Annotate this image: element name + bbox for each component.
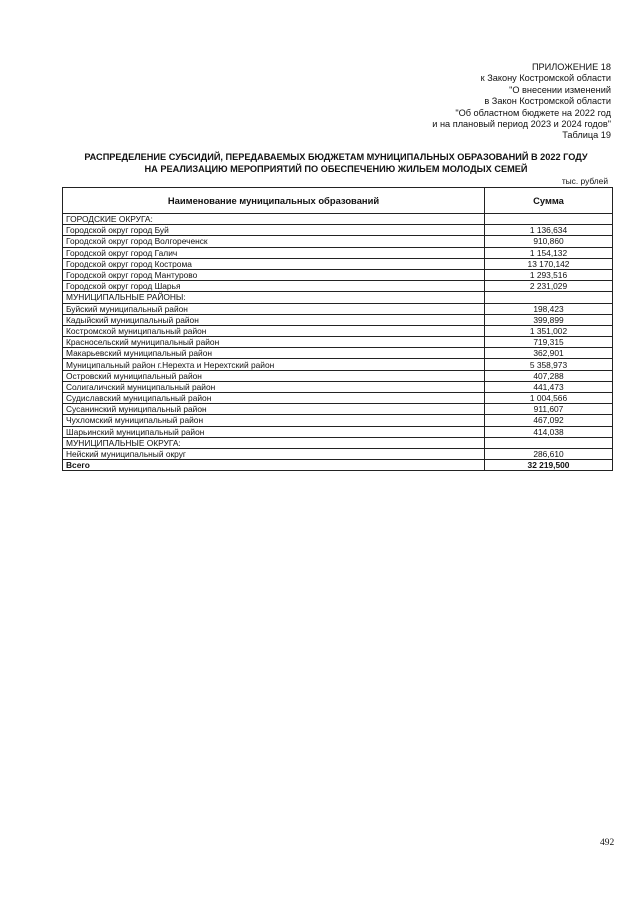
row-name: Кадыйский муниципальный район (63, 314, 485, 325)
appendix-line: "Об областном бюджете на 2022 год (455, 107, 611, 118)
row-amount: 286,610 (485, 448, 613, 459)
row-amount: 198,423 (485, 303, 613, 314)
table-row (63, 381, 613, 392)
row-name: Буйский муниципальный район (63, 303, 485, 314)
header-name: Наименование муниципальных образований (63, 188, 485, 214)
row-amount: 1 136,634 (485, 225, 613, 236)
table-row (63, 370, 613, 381)
table-row (63, 269, 613, 280)
row-name: МУНИЦИПАЛЬНЫЕ РАЙОНЫ: (63, 292, 485, 303)
units-label: тыс. рублей (561, 176, 608, 186)
title-line-2: НА РЕАЛИЗАЦИЮ МЕРОПРИЯТИЙ ПО ОБЕСПЕЧЕНИЮ ЖИЛЬЕМ МОЛОДЫХ СЕМЕЙ (144, 163, 528, 174)
row-name: Шарьинский муниципальный район (63, 426, 485, 437)
header-amount: Сумма (485, 188, 613, 214)
row-amount: 1 154,132 (485, 247, 613, 258)
row-name: Городской округ город Шарья (63, 281, 485, 292)
appendix-line: "О внесении изменений (509, 84, 611, 95)
row-amount: 719,315 (485, 337, 613, 348)
page-number: 492 (600, 838, 615, 848)
row-name: Чухломский муниципальный район (63, 415, 485, 426)
table-row (63, 225, 613, 236)
table-row (63, 393, 613, 404)
row-amount: 1 293,516 (485, 269, 613, 280)
subsidy-table (62, 187, 613, 471)
row-amount: 910,860 (485, 236, 613, 247)
row-amount: 32 219,500 (485, 460, 613, 471)
table-row (63, 303, 613, 314)
table-row (63, 292, 613, 303)
table-row (63, 359, 613, 370)
appendix-line: в Закон Костромской области (484, 96, 611, 107)
row-amount: 1 351,002 (485, 325, 613, 336)
row-amount: 407,288 (485, 370, 613, 381)
row-amount: 399,899 (485, 314, 613, 325)
row-name: Городской округ город Волгореченск (63, 236, 485, 247)
row-name: Сусанинский муниципальный район (63, 404, 485, 415)
table-row (63, 337, 613, 348)
row-name: Городской округ город Галич (63, 247, 485, 258)
row-name: Городской округ город Кострома (63, 258, 485, 269)
row-amount: 911,607 (485, 404, 613, 415)
table-row (63, 404, 613, 415)
row-name: ГОРОДСКИЕ ОКРУГА: (63, 214, 485, 225)
row-amount (485, 214, 613, 225)
appendix-line: ПРИЛОЖЕНИЕ 18 (531, 62, 611, 72)
row-name: Городской округ город Мантурово (63, 269, 485, 280)
table-body (63, 214, 613, 471)
table-row (63, 348, 613, 359)
row-name: Красносельский муниципальный район (63, 337, 485, 348)
row-name: Костромской муниципальный район (63, 325, 485, 336)
table-row (63, 448, 613, 459)
row-name: Нейский муниципальный округ (63, 448, 485, 459)
table-row (63, 437, 613, 448)
row-amount: 13 170,142 (485, 258, 613, 269)
row-amount: 441,473 (485, 381, 613, 392)
title-line-1: РАСПРЕДЕЛЕНИЕ СУБСИДИЙ, ПЕРЕДАВАЕМЫХ БЮДЖЕТАМ МУНИЦИПАЛЬНЫХ ОБРАЗОВАНИЙ В 2022 ГОДУ (84, 152, 588, 162)
table-row (63, 426, 613, 437)
table-header-row (63, 188, 613, 214)
table-row (63, 415, 613, 426)
row-amount: 2 231,029 (485, 281, 613, 292)
row-amount: 362,901 (485, 348, 613, 359)
row-amount: 467,092 (485, 415, 613, 426)
row-amount (485, 292, 613, 303)
appendix-line: и на плановый период 2023 и 2024 годов" (432, 119, 611, 130)
appendix-header (432, 62, 611, 142)
row-amount: 1 004,566 (485, 393, 613, 404)
row-name: Островский муниципальный район (63, 370, 485, 381)
row-amount (485, 437, 613, 448)
appendix-line: к Закону Костромской области (480, 73, 611, 84)
document-title (60, 152, 612, 175)
table-row (63, 325, 613, 336)
total-row (63, 460, 613, 471)
row-name: Муниципальный район г.Нерехта и Нерехтский район (63, 359, 485, 370)
row-amount: 5 358,973 (485, 359, 613, 370)
table-row (63, 236, 613, 247)
table-row (63, 258, 613, 269)
row-amount: 414,038 (485, 426, 613, 437)
row-name: Судиславский муниципальный район (63, 393, 485, 404)
table-row (63, 247, 613, 258)
table-row (63, 314, 613, 325)
table-row (63, 214, 613, 225)
row-name: Солигаличский муниципальный район (63, 381, 485, 392)
row-name: МУНИЦИПАЛЬНЫЕ ОКРУГА: (63, 437, 485, 448)
table-row (63, 281, 613, 292)
row-name: Макарьевский муниципальный район (63, 348, 485, 359)
appendix-line: Таблица 19 (562, 130, 611, 141)
row-name: Городской округ город Буй (63, 225, 485, 236)
row-name: Всего (63, 460, 485, 471)
